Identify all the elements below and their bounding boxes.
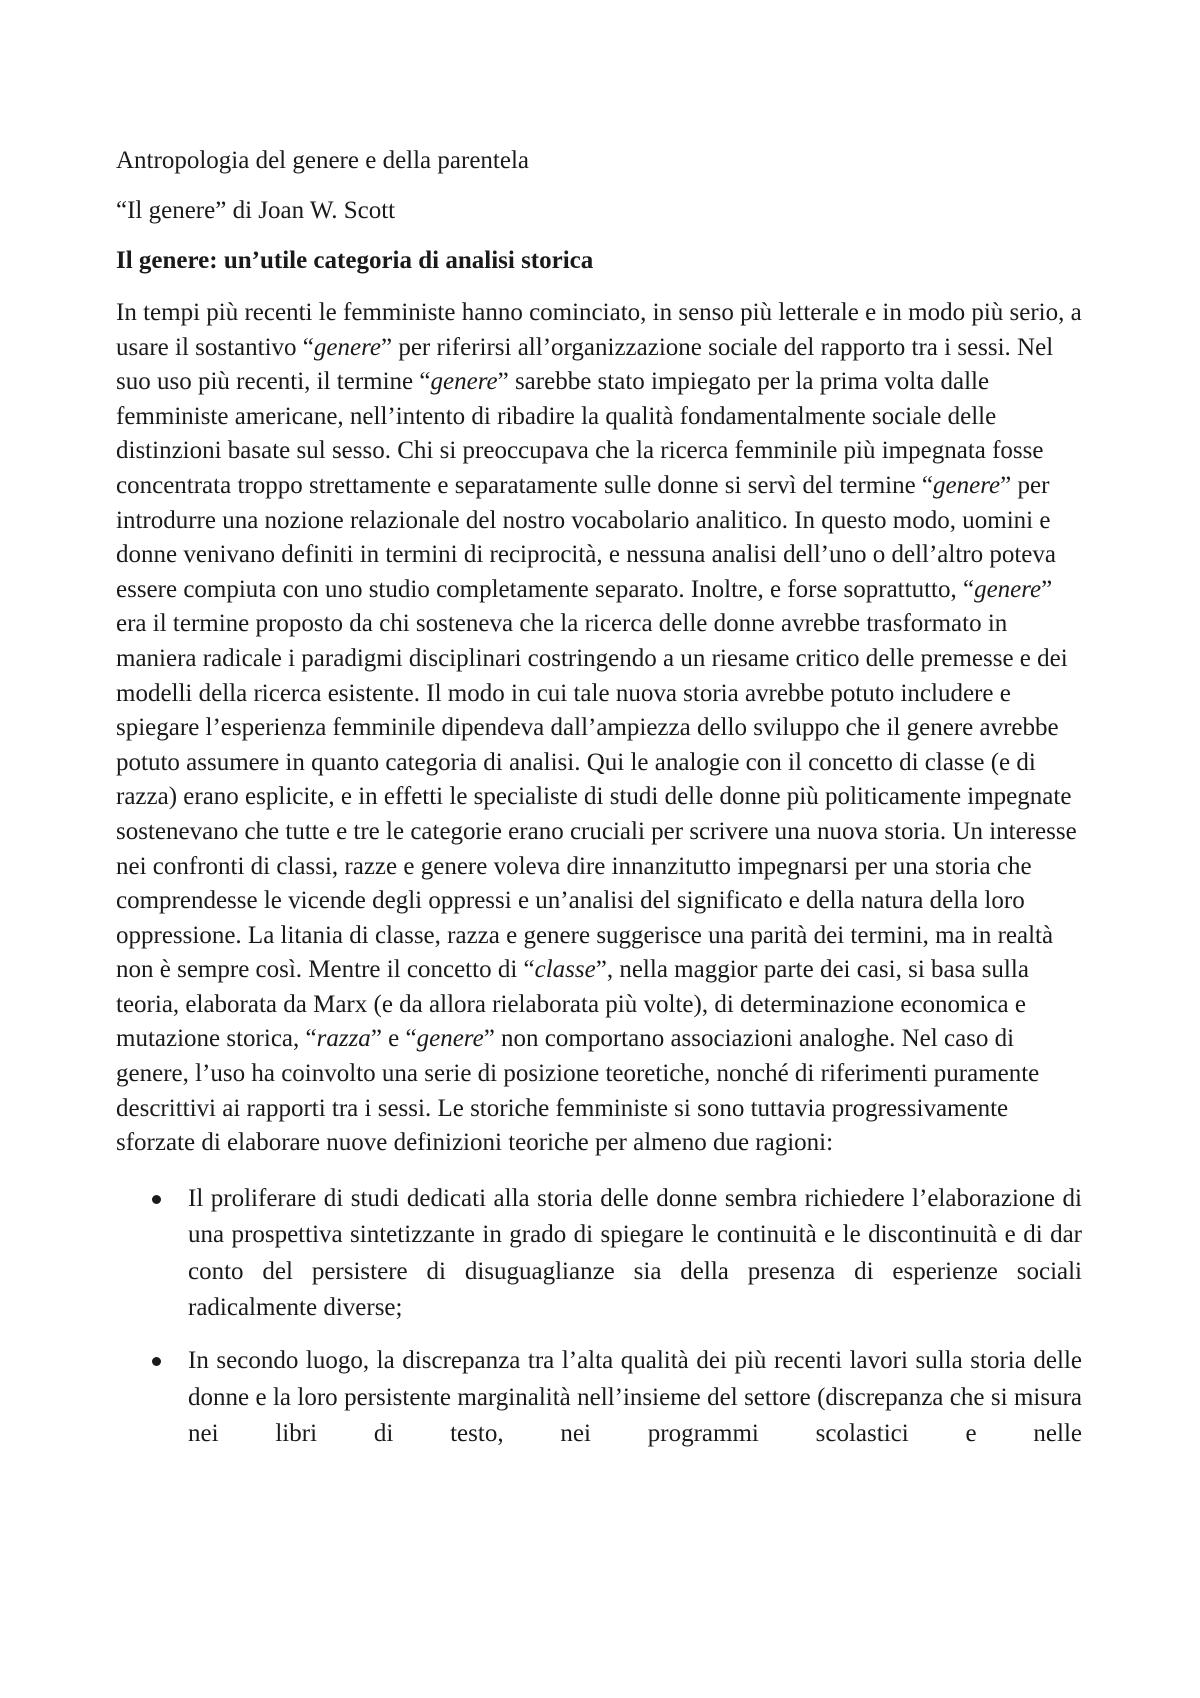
list-item (116, 1181, 1082, 1327)
paragraph-text: ” per introdurre una nozione relazionale del nostro vocabolario analitico. In questo modo, uomini e donne venivano definiti in termini di reciprocità, e nessuna analisi dell’uno o dell’altro poteva essere compiuta con uno studio completamente separato. Inoltre, e forse soprattutto, “ (116, 471, 1056, 603)
paragraph-text: ” sarebbe stato impiegato per la prima volta dalle femministe americane, nell’intento di ribadire la qualità fondamentalmente sociale delle distinzioni basate sul sesso. Chi si preoccupava che la ricerca femminile più impegnata fosse concentrata troppo strettamente e separatamente sulle donne si servì del termine “ (116, 368, 1044, 499)
document-body (116, 146, 1082, 1470)
paragraph-text: ” e “ (370, 1025, 417, 1053)
paragraph-text: ” era il termine proposto da chi sosteneva che la ricerca delle donne avrebbe trasformato in maniera radicale i paradigmi disciplinari costringendo a un riesame critico delle premesse e dei modelli della ricerca esistente. Il modo in cui tale nuova storia avrebbe potuto includere e spiegare l’esperienza femminile dipendeva dall’ampiezza dello sviluppo che il genere avrebbe potuto assumere in quanto categoria di analisi. Qui le analogie con il concetto di classe (e di razza) erano esplicite, e in effetti le specialiste di studi delle donne più politicamente impegnate sostenevano che tutte e tre le categorie erano cruciali per scrivere una nuova storia. Un interesse nei confronti di classi, razze e genere voleva dire innanzitutto impegnarsi per una storia che comprendesse le vicende degli oppressi e un’analisi del significato e della natura della loro oppressione. La litania di classe, razza e genere suggerisce una parità dei termini, ma in realtà non è sempre così. Mentre il concetto di “ (116, 575, 1077, 984)
paragraph-text: ” per riferirsi all’organizzazione sociale del rapporto tra i sessi. Nel suo uso più recenti, il termine “ (116, 333, 1054, 396)
bullet-icon (152, 1357, 161, 1366)
italic-term: genere (430, 368, 498, 396)
italic-term: genere (416, 1025, 484, 1053)
bullet-list (116, 1181, 1082, 1453)
paragraph-text: ”, nella maggior parte dei casi, si basa sulla teoria, elaborata da Marx (e da allora rielaborata più volte), di determinazione economica e mutazione storica, “ (116, 956, 1029, 1053)
bullet-icon (152, 1195, 161, 1204)
list-item-text: In secondo luogo, la discrepanza tra l’alta qualità dei più recenti lavori sulla storia delle donne e la loro persistente marginalità nell’insieme del settore (discrepanza che si misura nei libri di testo, nei programmi scolastici e nelle (188, 1347, 1082, 1448)
list-item (116, 1343, 1082, 1452)
course-title: Antropologia del genere e della parentela (116, 147, 530, 174)
italic-term: genere (933, 471, 1001, 499)
italic-term: genere (974, 575, 1042, 603)
italic-term: razza (316, 1025, 371, 1053)
italic-term: classe (534, 956, 596, 984)
section-heading: Il genere: un’utile categoria di analisi storica (116, 247, 594, 274)
reading-reference: “Il genere” di Joan W. Scott (116, 197, 396, 224)
paragraph-text: ” non comportano associazioni analoghe. Nel caso di genere, l’uso ha coinvolto una serie di posizione teoretiche, nonché di riferimenti puramente descrittivi ai rapporti tra i sessi. Le storiche femministe si sono tuttavia progressivamente sforzate di elaborare nuove definizioni teoriche per almeno due ragioni: (116, 1025, 1040, 1157)
main-paragraph (116, 296, 1082, 1161)
list-item-text: Il proliferare di studi dedicati alla storia delle donne sembra richiedere l’elaborazione di una prospettiva sintetizzante in grado di spiegare le continuità e le discontinuità e di dar conto del persistere di disuguaglianze sia della presenza di esperienze sociali radicalmente diverse; (188, 1184, 1082, 1322)
paragraph-text: In tempi più recenti le femministe hanno cominciato, in senso più letterale e in modo più serio, a usare il sostantivo “ (116, 299, 1082, 361)
italic-term: genere (313, 333, 381, 361)
